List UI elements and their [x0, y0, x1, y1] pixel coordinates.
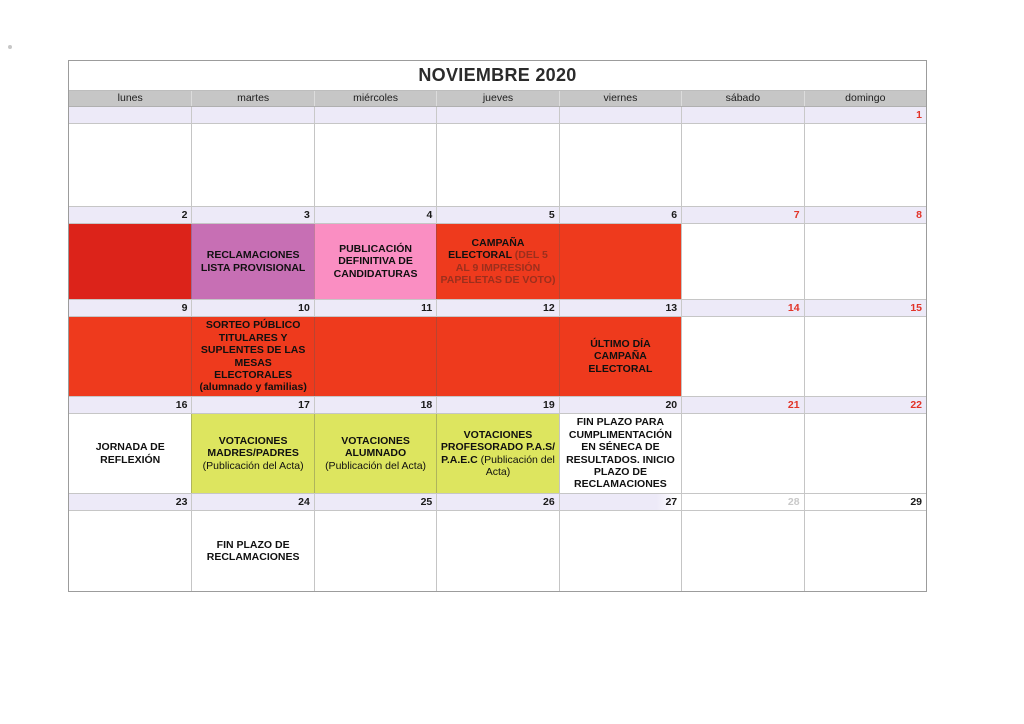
week-4-date-row — [69, 397, 926, 414]
event-cell — [681, 224, 803, 299]
event-text — [563, 416, 678, 490]
date-cell — [681, 107, 803, 123]
weekday-header-4: jueves — [436, 91, 558, 106]
event-text-segment: JORNADA DE REFLEXIÓN — [95, 441, 165, 466]
event-cell — [314, 224, 436, 299]
date-cell: 19 — [436, 397, 558, 413]
event-cell — [804, 317, 926, 396]
event-text — [195, 249, 310, 274]
date-cell: 27 — [559, 494, 681, 510]
week-3-content-row — [69, 317, 926, 397]
event-cell — [559, 414, 681, 493]
event-cell — [191, 414, 313, 493]
calendar-table — [68, 60, 927, 592]
event-text — [563, 338, 678, 375]
date-cell: 14 — [681, 300, 803, 316]
event-cell — [804, 124, 926, 206]
date-cell: 17 — [191, 397, 313, 413]
event-text-segment: VOTACIONES MADRES/PADRES — [207, 434, 299, 460]
event-text — [318, 243, 433, 280]
event-cell — [436, 124, 558, 206]
event-cell — [436, 511, 558, 591]
event-text-segment: (Publicación del Acta) — [325, 459, 427, 472]
event-cell — [804, 511, 926, 591]
event-text-segment: (DEL 5 AL 9 IMPRESIÓN PAPELETAS DE VOTO) — [440, 249, 556, 286]
event-text-segment: RECLAMACIONES LISTA PROVISIONAL — [200, 249, 306, 274]
event-cell — [191, 124, 313, 206]
event-cell — [69, 511, 191, 591]
event-text-segment: FIN PLAZO DE RECLAMACIONES — [206, 538, 300, 563]
date-cell: 7 — [681, 207, 803, 223]
date-cell — [436, 107, 558, 123]
event-text-segment: VOTACIONES ALUMNADO — [341, 434, 410, 460]
calendar-title: NOVIEMBRE 2020 — [69, 61, 926, 91]
date-cell: 8 — [804, 207, 926, 223]
date-cell: 5 — [436, 207, 558, 223]
event-cell — [681, 511, 803, 591]
week-4-content-row — [69, 414, 926, 494]
event-text — [440, 429, 555, 479]
event-text-segment: PUBLICACIÓN DEFINITIVA DE CANDIDATURAS — [333, 242, 418, 280]
date-cell: 23 — [69, 494, 191, 510]
week-2-date-row — [69, 207, 926, 224]
date-cell: 10 — [191, 300, 313, 316]
scan-artifact-dot — [8, 45, 12, 49]
date-cell: 16 — [69, 397, 191, 413]
event-cell — [436, 317, 558, 396]
event-cell — [69, 317, 191, 396]
event-text — [195, 539, 310, 564]
event-cell — [559, 317, 681, 396]
week-5-date-row — [69, 494, 926, 511]
weekday-header-6: sábado — [681, 91, 803, 106]
event-cell — [804, 414, 926, 493]
date-cell: 18 — [314, 397, 436, 413]
week-5-content-row — [69, 511, 926, 591]
event-cell — [314, 317, 436, 396]
event-text — [318, 435, 433, 472]
event-cell — [804, 224, 926, 299]
week-1-date-row — [69, 107, 926, 124]
week-3-date-row — [69, 300, 926, 317]
event-cell — [559, 511, 681, 591]
date-cell: 22 — [804, 397, 926, 413]
weekday-header-row — [69, 91, 926, 107]
weekday-header-5: viernes — [559, 91, 681, 106]
date-cell: 9 — [69, 300, 191, 316]
event-cell — [69, 124, 191, 206]
event-cell — [191, 317, 313, 396]
event-text-segment: ÚLTIMO DÍA CAMPAÑA ELECTORAL — [588, 337, 653, 375]
date-cell — [314, 107, 436, 123]
week-2-content-row — [69, 224, 926, 300]
event-cell — [191, 224, 313, 299]
date-cell: 21 — [681, 397, 803, 413]
date-cell: 12 — [436, 300, 558, 316]
date-cell — [191, 107, 313, 123]
event-text-segment: CAMPAÑA ELECTORAL — [448, 236, 525, 262]
event-cell — [314, 124, 436, 206]
week-1-content-row — [69, 124, 926, 207]
date-cell — [559, 107, 681, 123]
event-cell — [559, 224, 681, 299]
weekday-header-7: domingo — [804, 91, 926, 106]
weekday-header-2: martes — [191, 91, 313, 106]
event-cell — [314, 414, 436, 493]
event-cell — [69, 224, 191, 299]
date-cell: 25 — [314, 494, 436, 510]
event-cell — [436, 414, 558, 493]
event-cell — [191, 511, 313, 591]
date-cell: 4 — [314, 207, 436, 223]
event-text-segment: VOTACIONES PROFESORADO P.A.S/ P.A.E.C — [440, 428, 556, 466]
event-text-segment: (Publicación del Acta) — [202, 459, 304, 472]
event-text-segment: FIN PLAZO PARA CUMPLIMENTACIÓN EN SÉNECA DE RESULTADOS. INICIO PLAZO DE RECLAMACIONES — [566, 416, 675, 491]
date-cell: 11 — [314, 300, 436, 316]
event-text — [72, 441, 188, 466]
date-cell: 28 — [681, 494, 803, 510]
event-text-segment: (alumnado y familias) — [199, 381, 307, 394]
event-text-segment: (Publicación del Acta) — [480, 453, 555, 478]
weekday-header-3: miércoles — [314, 91, 436, 106]
event-cell — [436, 224, 558, 299]
calendar-weeks — [69, 107, 926, 591]
date-cell: 15 — [804, 300, 926, 316]
event-text — [195, 319, 310, 393]
date-cell: 20 — [559, 397, 681, 413]
event-text — [195, 435, 310, 472]
date-cell: 3 — [191, 207, 313, 223]
date-cell: 6 — [559, 207, 681, 223]
event-text-segment: SORTEO PÚBLICO TITULARES Y SUPLENTES DE LAS MESAS ELECTORALES — [200, 319, 306, 381]
event-text — [440, 237, 555, 287]
event-cell — [314, 511, 436, 591]
event-cell — [559, 124, 681, 206]
date-cell: 29 — [804, 494, 926, 510]
date-cell: 1 — [804, 107, 926, 123]
date-cell: 26 — [436, 494, 558, 510]
date-cell: 2 — [69, 207, 191, 223]
weekday-header-1: lunes — [117, 92, 143, 104]
date-cell — [69, 107, 191, 123]
event-cell — [681, 317, 803, 396]
event-cell — [681, 414, 803, 493]
date-cell: 24 — [191, 494, 313, 510]
event-cell — [69, 414, 191, 493]
date-cell: 13 — [559, 300, 681, 316]
event-cell — [681, 124, 803, 206]
